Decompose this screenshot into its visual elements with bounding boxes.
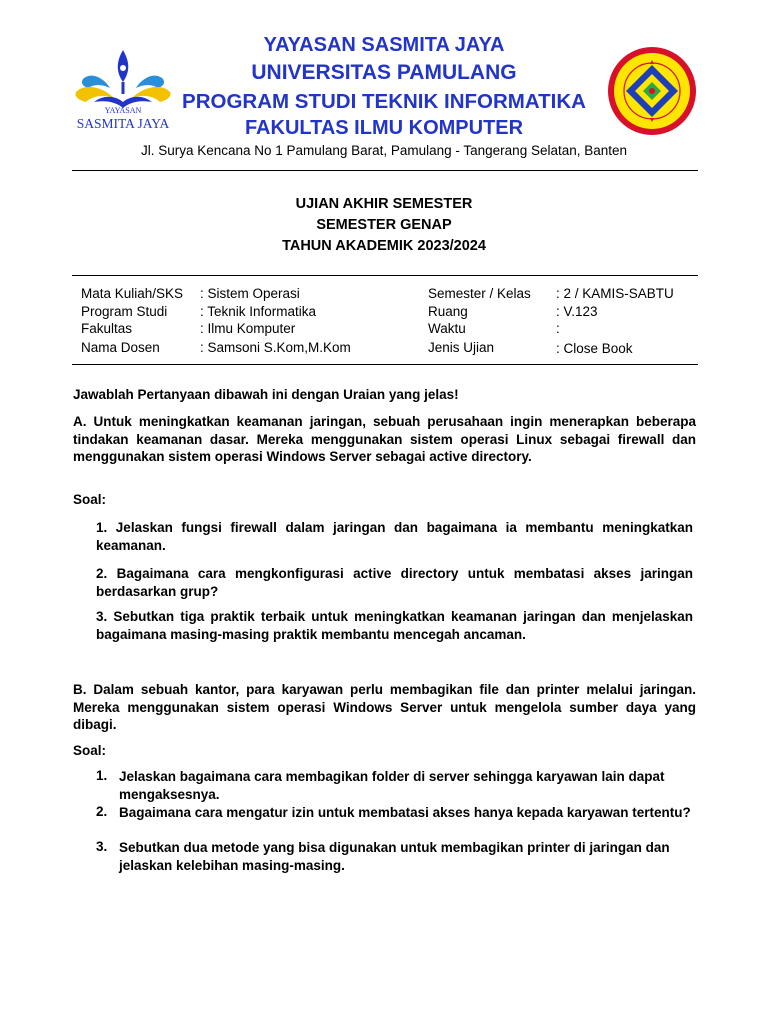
section-b-soal-label: Soal:: [73, 743, 107, 758]
info-label-room: Ruang: [428, 304, 468, 319]
university-name: UNIVERSITAS PAMULANG: [251, 61, 517, 84]
info-value-program: : Teknik Informatika: [200, 304, 317, 319]
section-b-question-3-text: Sebutkan dua metode yang bisa digunakan untuk membagikan printer di jaringan dan jelaskan kelebihan masing-masing.: [119, 840, 670, 873]
section-b-question-3-number: 3.: [96, 839, 108, 854]
info-bottom-divider: [72, 364, 698, 365]
section-b-question-2-number: 2.: [96, 804, 108, 819]
section-a-question-3: [96, 608, 693, 643]
info-label-exam-type: Jenis Ujian: [428, 340, 495, 355]
question-text: Sebutkan tiga praktik terbaik untuk meningkatkan keamanan jaringan dan menjelaskan bagaimana masing-masing praktik membantu mencegah ancaman.: [96, 609, 693, 642]
header-divider: [72, 170, 698, 171]
info-label-program: Program Studi: [81, 304, 168, 319]
info-label-time: Waktu: [428, 321, 466, 336]
info-value-lecturer: : Samsoni S.Kom,M.Kom: [200, 340, 351, 355]
info-label-semester: Semester / Kelas: [428, 286, 531, 301]
info-top-divider: [72, 275, 698, 276]
foundation-name: YAYASAN SASMITA JAYA: [263, 34, 505, 56]
info-value-exam-type: : Close Book: [556, 341, 633, 356]
section-b-question-1-text: Jelaskan bagaimana cara membagikan folder di server sehingga karyawan lain dapat mengaksesnya.: [119, 769, 665, 802]
question-text: Jelaskan fungsi firewall dalam jaringan dan bagaimana ia membantu meningkatkan keamanan.: [96, 520, 693, 553]
section-a-soal-label: Soal:: [73, 492, 107, 507]
logo-left-small-text: YAYASAN: [104, 106, 142, 115]
section-b-question-1-number: 1.: [96, 768, 108, 783]
program-name: PROGRAM STUDI TEKNIK INFORMATIKA: [182, 90, 586, 113]
info-label-course: Mata Kuliah/SKS: [81, 286, 184, 301]
info-label-lecturer: Nama Dosen: [81, 340, 160, 355]
info-value-course: : Sistem Operasi: [200, 286, 300, 301]
info-value-room: : V.123: [556, 304, 598, 319]
section-b-question-2-text: Bagaimana cara mengatur izin untuk membatasi akses hanya kepada karyawan tertentu?: [119, 805, 691, 820]
info-value-semester: : 2 / KAMIS-SABTU: [556, 286, 674, 301]
info-value-time: :: [556, 321, 560, 336]
exam-title-line1: UJIAN AKHIR SEMESTER: [295, 196, 473, 212]
logo-left-big-text: SASMITA JAYA: [76, 116, 170, 131]
question-number: 3.: [96, 609, 108, 624]
section-a-question-1: [96, 519, 693, 554]
info-label-faculty: Fakultas: [81, 321, 133, 336]
info-value-faculty: : Ilmu Komputer: [200, 321, 296, 336]
university-address: Jl. Surya Kencana No 1 Pamulang Barat, Pamulang - Tangerang Selatan, Banten: [140, 143, 628, 158]
question-text: Bagaimana cara mengkonfigurasi active directory untuk membatasi akses jaringan berdasarkan grup?: [96, 566, 693, 599]
exam-title-line3: TAHUN AKADEMIK 2023/2024: [282, 238, 486, 254]
section-a-question-2: [96, 565, 693, 600]
question-number: 1.: [96, 520, 108, 535]
instruction-text: Jawablah Pertanyaan dibawah ini dengan Uraian yang jelas!: [73, 387, 459, 402]
section-a-intro: A. Untuk meningkatkan keamanan jaringan, sebuah perusahaan ingin menerapkan beberapa tindakan keamanan dasar. Mereka menggunakan sistem operasi Linux sebagai firewall dan menggunakan sistem operasi Windows Server sebagai active directory.: [73, 414, 696, 464]
exam-title-line2: SEMESTER GENAP: [316, 217, 452, 233]
section-b-intro: B. Dalam sebuah kantor, para karyawan perlu membagikan file dan printer melalui jaringan. Mereka menggunakan sistem operasi Windows Server untuk mengelola sumber daya yang dibagi.: [73, 682, 696, 732]
faculty-name: FAKULTAS ILMU KOMPUTER: [244, 117, 524, 139]
question-number: 2.: [96, 566, 108, 581]
